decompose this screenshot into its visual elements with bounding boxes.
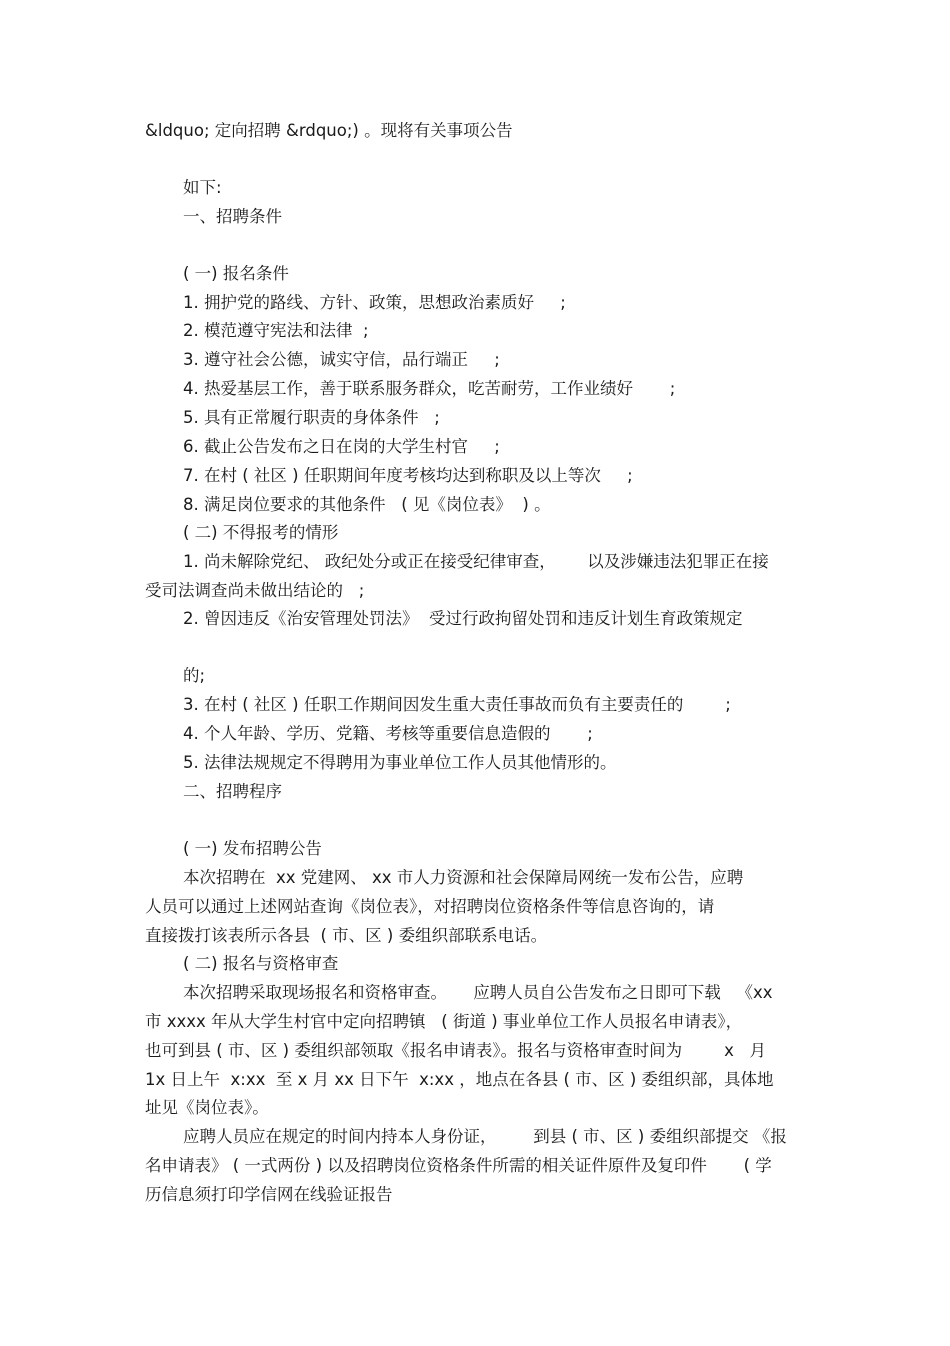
text-line: ( 二) 报名与资格审查	[183, 954, 339, 973]
text-line: ( 一) 发布招聘公告	[183, 839, 322, 858]
text-line: 3. 在村 ( 社区 ) 任职工作期间因发生重大责任事故而负有主要责任的 ;	[183, 695, 731, 714]
text-line: 1. 尚未解除党纪、 政纪处分或正在接受纪律审查， 以及涉嫌违法犯罪正在接	[183, 552, 769, 571]
text-line: 一、招聘条件	[183, 207, 282, 226]
text-line: 6. 截止公告发布之日在岗的大学生村官 ;	[183, 437, 500, 456]
text-line: 直接拨打该表所示各县 ( 市、区 ) 委组织部联系电话。	[145, 926, 548, 945]
text-line: ( 二) 不得报考的情形	[183, 523, 339, 542]
text-line: 受司法调查尚未做出结论的 ;	[145, 581, 365, 600]
text-line: 1. 拥护党的路线、方针、政策，思想政治素质好 ;	[183, 293, 566, 312]
text-line: 本次招聘在 xx 党建网、 xx 市人力资源和社会保障局网统一发布公告，应聘	[183, 868, 744, 887]
text-line: 址见《岗位表》。	[145, 1098, 269, 1117]
text-line: 的;	[183, 666, 206, 685]
text-line: 历信息须打印学信网在线验证报告	[145, 1185, 393, 1204]
text-line: 人员可以通过上述网站查询《岗位表》，对招聘岗位资格条件等信息咨询的，请	[145, 897, 715, 916]
text-line: 如下:	[183, 178, 222, 197]
text-line: 名申请表》 ( 一式两份 ) 以及招聘岗位资格条件所需的相关证件原件及复印件 ( 学	[145, 1156, 772, 1175]
text-line: 本次招聘采取现场报名和资格审查。 应聘人员自公告发布之日即可下载 《xx	[183, 983, 773, 1002]
text-line: 5. 具有正常履行职责的身体条件 ;	[183, 408, 440, 427]
text-line: &ldquo; 定向招聘 &rdquo;) 。现将有关事项公告	[145, 121, 513, 140]
text-line: 二、招聘程序	[183, 782, 282, 801]
text-line: 5. 法律法规规定不得聘用为事业单位工作人员其他情形的。	[183, 753, 617, 772]
text-line: 3. 遵守社会公德，诚实守信，品行端正 ;	[183, 350, 500, 369]
text-line: 4. 个人年龄、学历、党籍、考核等重要信息造假的 ;	[183, 724, 593, 743]
text-line: 也可到县 ( 市、区 ) 委组织部领取《报名申请表》。报名与资格审查时间为 x 月	[145, 1041, 767, 1060]
text-line: 4. 热爱基层工作，善于联系服务群众，吃苦耐劳，工作业绩好 ;	[183, 379, 676, 398]
text-line: 1x 日上午 x:xx 至 x 月 xx 日下午 x:xx ，地点在各县 ( 市、区 ) 委组织部，具体地	[145, 1070, 774, 1089]
text-line: ( 一) 报名条件	[183, 264, 289, 283]
text-line: 8. 满足岗位要求的其他条件 ( 见《岗位表》 ) 。	[183, 495, 551, 514]
text-line: 2. 曾因违反《治安管理处罚法》 受过行政拘留处罚和违反计划生育政策规定	[183, 609, 743, 628]
text-line: 2. 模范遵守宪法和法律 ;	[183, 321, 369, 340]
text-line: 应聘人员应在规定的时间内持本人身份证， 到县 ( 市、区 ) 委组织部提交 《报	[183, 1127, 787, 1146]
text-line: 7. 在村 ( 社区 ) 任职期间年度考核均达到称职及以上等次 ;	[183, 466, 633, 485]
text-line: 市 xxxx 年从大学生村官中定向招聘镇 ( 街道 ) 事业单位工作人员报名申请表》，	[145, 1012, 743, 1031]
